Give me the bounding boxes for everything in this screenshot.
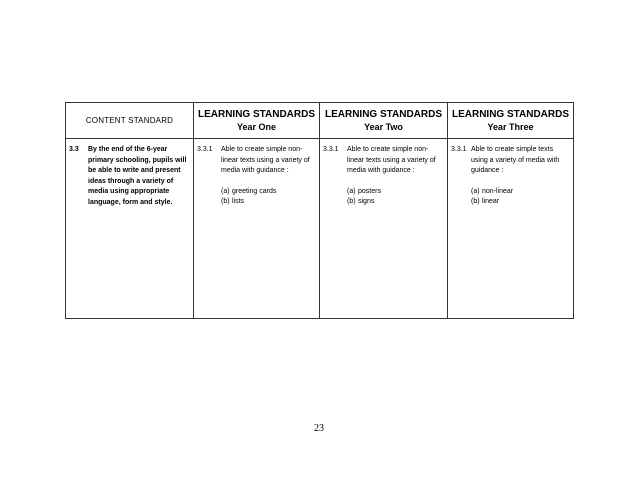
subitem-letter: (a) bbox=[471, 187, 480, 195]
learning-standard-number: 3.3.1 bbox=[451, 146, 467, 153]
list-item bbox=[471, 187, 569, 198]
table-header-row bbox=[66, 103, 573, 139]
subitem-text: lists bbox=[232, 198, 245, 205]
subitem-text: signs bbox=[358, 198, 375, 205]
learning-standard-text: Able to create simple texts using a variety of media with guidance : bbox=[471, 146, 560, 174]
standards-table bbox=[65, 102, 574, 319]
header-year-one-year: Year One bbox=[236, 121, 277, 132]
learning-standard-year-three-cell bbox=[448, 139, 573, 318]
subitem-letter: (b) bbox=[471, 198, 480, 205]
header-content-standard bbox=[66, 103, 194, 138]
learning-standard-subitems bbox=[451, 187, 569, 208]
list-item bbox=[347, 197, 443, 208]
learning-standard-number: 3.3.1 bbox=[323, 146, 339, 153]
header-year-three-year: Year Three bbox=[487, 121, 534, 132]
learning-standard-year-one-cell bbox=[194, 139, 320, 318]
list-item bbox=[221, 187, 315, 198]
learning-standard-subitems bbox=[197, 187, 315, 208]
learning-standard-subitems bbox=[323, 187, 443, 208]
header-year-two bbox=[320, 103, 448, 138]
header-year-three-title: LEARNING STANDARDS bbox=[451, 108, 570, 120]
learning-standard-item bbox=[451, 145, 569, 177]
subitem-text: greeting cards bbox=[232, 187, 277, 195]
header-year-one bbox=[194, 103, 320, 138]
page-number: 23 bbox=[314, 423, 324, 434]
list-item bbox=[221, 197, 315, 208]
subitem-text: linear bbox=[482, 198, 500, 205]
learning-standard-item bbox=[323, 145, 443, 177]
learning-standard-text: Able to create simple non-linear texts using a variety of media with guidance : bbox=[347, 146, 436, 174]
subitem-letter: (a) bbox=[221, 187, 230, 195]
content-standard-cell bbox=[66, 139, 194, 318]
header-year-two-year: Year Two bbox=[364, 121, 403, 132]
subitem-text: posters bbox=[358, 187, 381, 195]
learning-standard-text: Able to create simple non-linear texts using a variety of media with guidance : bbox=[221, 146, 310, 174]
header-year-two-title: LEARNING STANDARDS bbox=[324, 108, 443, 120]
content-standard-item bbox=[69, 145, 189, 208]
list-item bbox=[347, 187, 443, 198]
subitem-letter: (b) bbox=[347, 198, 356, 205]
header-year-one-title: LEARNING STANDARDS bbox=[197, 108, 316, 120]
table-body-row bbox=[66, 139, 573, 318]
subitem-text: non-linear bbox=[482, 187, 514, 195]
learning-standard-year-two-cell bbox=[320, 139, 448, 318]
subitem-letter: (b) bbox=[221, 198, 230, 205]
list-item bbox=[471, 197, 569, 208]
header-content-standard-label: CONTENT STANDARD bbox=[85, 116, 174, 125]
content-standard-number: 3.3 bbox=[69, 146, 79, 153]
subitem-letter: (a) bbox=[347, 187, 356, 195]
learning-standard-number: 3.3.1 bbox=[197, 146, 213, 153]
header-year-three bbox=[448, 103, 573, 138]
content-standard-text: By the end of the 6-year primary schooling, pupils will be able to write and present ideas through a variety of media using appropriate language, form and style. bbox=[88, 146, 187, 206]
learning-standard-item bbox=[197, 145, 315, 177]
